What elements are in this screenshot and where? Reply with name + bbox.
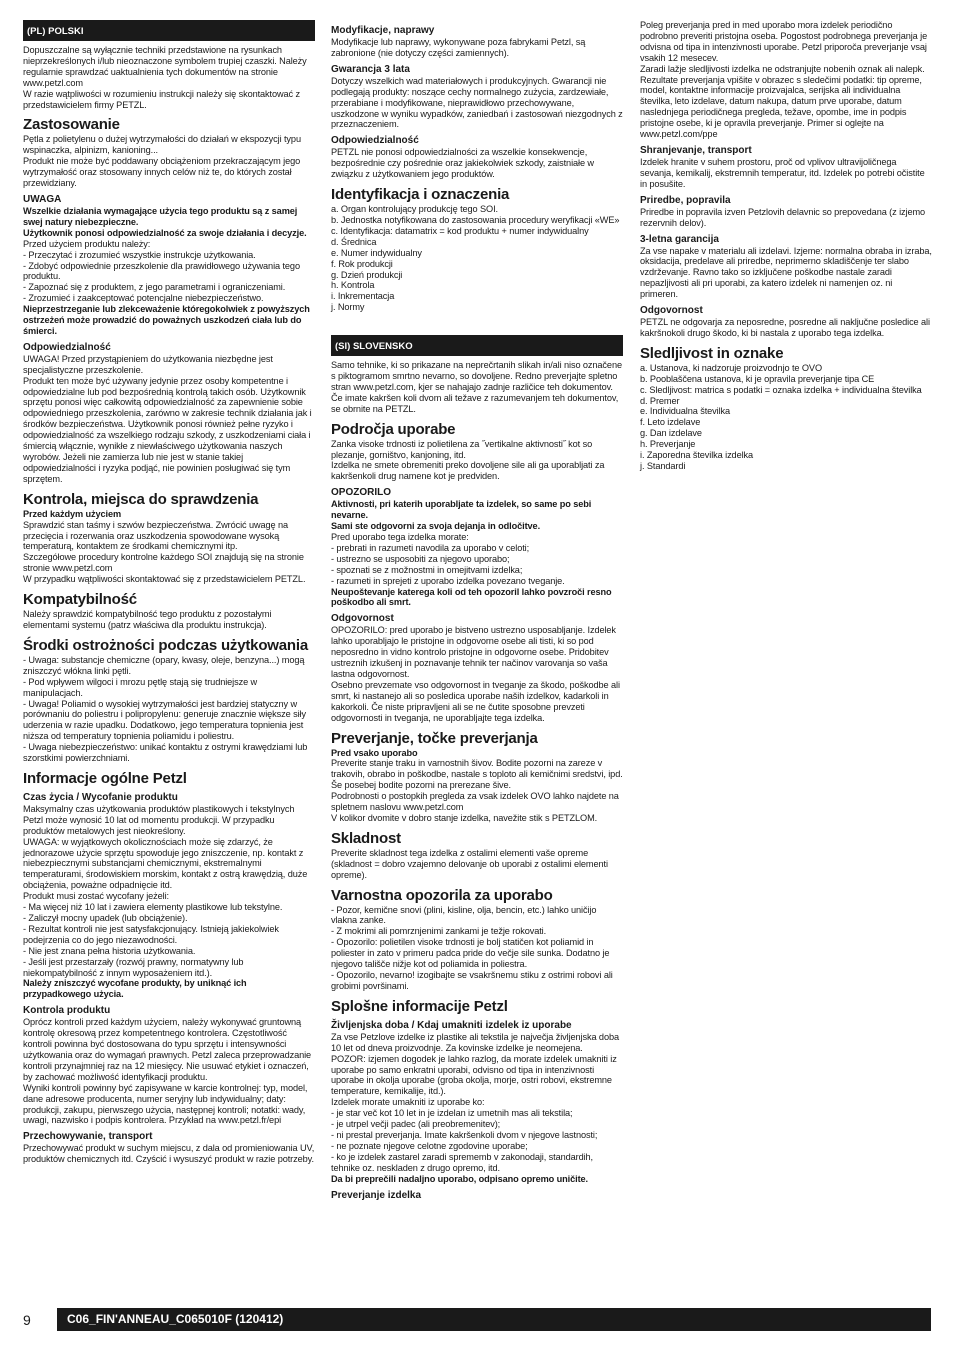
paragraph: j. Standardi xyxy=(640,461,686,471)
paragraph: Izdelek hranite v suhem prostoru, proč od vplivov ultravijoličnega sevanja, kemikalij, ekstremnih temperatur, itd. Izdelek po potrebi očistite in posušite. xyxy=(640,156,925,189)
paragraph: h. Kontrola xyxy=(331,280,375,291)
paragraph: Maksymalny czas użytkowania produktów plastikowych i tekstylnych Petzl może wynosić 10 lat od momentu produkcji. W przypadku produktów metalowych jest nieokreślony. xyxy=(23,803,295,836)
paragraph: Samo tehnike, ki so prikazane na neprečrtanih slikah in/ali niso označene s piktogramom smrtno nevarno, so dovoljene. Redno preverjajte spletno stran www.petzl.com, kjer se nahajajo zadnje različice teh dokumentov. xyxy=(331,360,622,392)
subheading: Modyfikacje, naprawy xyxy=(331,25,435,36)
paragraph: Przechowywać produkt w suchym miejscu, z dala od promieniowania UV, produktów chemicznych itd. Czyścić i wysuszyć produkt w razie potrzeby. xyxy=(23,1143,315,1165)
column-1 xyxy=(23,20,315,1165)
subheading: Odgovornost xyxy=(640,305,703,317)
subheading: Czas życia / Wycofanie produktu xyxy=(23,791,178,803)
paragraph: - je utrpel večji padec (ali preobremenitev); xyxy=(331,1119,501,1130)
subheading: OPOZORILO xyxy=(331,487,391,499)
subheading: UWAGA xyxy=(23,193,62,205)
paragraph: - Opozorilo, nevarno! izogibajte se vsakršnemu stiku z ostrimi robovi ali grobimi površinami. xyxy=(331,970,613,991)
paragraph: - je star več kot 10 let in je izdelan iz umetnih mas ali tekstila; xyxy=(331,1108,573,1119)
paragraph: - Zrozumieć i zaakceptować potencjalne niebezpieczeństwo. xyxy=(23,293,264,304)
bold-paragraph: Nieprzestrzeganie lub zlekceważenie któregokolwiek z powyższych ostrzeżeń może prowadzić do poważnych uszkodzeń ciała lub do śmierci. xyxy=(23,304,310,336)
page-footer xyxy=(23,1308,931,1331)
column-3 xyxy=(640,20,932,472)
paragraph: f. Leto izdelave xyxy=(640,417,701,428)
paragraph: h. Preverjanje xyxy=(640,439,696,450)
paragraph: Przed użyciem produktu należy: xyxy=(23,238,151,249)
paragraph: c. Identyfikacja: datamatrix = kod produktu + numer indywidualny xyxy=(331,225,589,236)
paragraph: j. Normy xyxy=(331,302,365,313)
paragraph: f. Rok produkcji xyxy=(331,258,393,269)
paragraph: Za vse napake v materialu ali izdelavi. Izjeme: normalna obraba in izraba, oksidacija, predelave ali priredbe, neprimerno skladiščenje ter slabo vzdrževanje. Ravno tako so izključene poškodbe nastale zaradi nepazljivosti ali pri uporabi, za katero izdelek ni namenjen oz. ni primeren. xyxy=(640,245,932,300)
bold-paragraph: Użytkownik ponosi odpowiedzialność za swoje działania i decyzje. xyxy=(23,227,307,238)
paragraph: Dopuszczalne są wyłącznie techniki przedstawione na rysunkach nieprzekreślonych i/lub nieoznaczone symbolem trupiej czaszki. Należy regularnie sprawdzać uaktualnienia tych dokumentów na stronie www.petzl.com xyxy=(23,45,307,88)
paragraph: - razumeti in sprejeti z uporabo izdelka povezano tveganje. xyxy=(331,575,565,586)
paragraph: Rezultate preverjanja vpišite v obrazec s sledečimi podatki: tip opreme, model, kontaktne informacije proizvajalca, serijska ali individualna številka, leto izdelave, datum nakupa, datum prve uporabe, datum naslednjega periodičnega pregleda, težave, opombe, ime in podpis pristojne osebe, ki je opravila preverjanje. Primer si oglejte na www.petzl.com/ppe xyxy=(640,74,922,140)
paragraph: POZOR: izjemen dogodek je lahko razlog, da morate izdelek umakniti iz uporabe po samo enkratni uporabi, odvisno od tipa in intenzivnosti uporabe in okolja uporabe (groba okolja, morje, ostri robovi, ekstremne temperature, kemikalije, itd.). xyxy=(331,1053,617,1097)
section-heading: Splošne informacije Petzl xyxy=(331,997,508,1015)
paragraph: Preverite stanje traku in varnostnih šivov. Bodite pozorni na zareze v trakovih, obrabo in poškodbe, nastale s toplotо ali kemičnimi sredstvi, ipd. Še posebej bodite pozorni na prerezane šive. xyxy=(331,758,623,791)
bold-paragraph: Neupoštevanje katerega koli od teh opozoril lahko povzroči resno poškodbo ali smrt. xyxy=(331,586,612,608)
bold-paragraph: Aktivnosti, pri katerih uporabljate ta izdelek, so same po sebi nevarne. xyxy=(331,499,592,521)
paragraph: Pred uporabo tega izdelka morate: xyxy=(331,532,469,542)
paragraph: - Nie jest znana pełna historia użytkowania. xyxy=(23,945,196,956)
paragraph: g. Dan izdelave xyxy=(640,428,702,439)
section-language-bar: (SI) SLOVENSKO xyxy=(331,335,623,356)
paragraph: - Opozorilo: polietilen visoke trdnosti je bolj statičen kot poliamid in poliester in zato v primeru padca pride do večje sile sunka. Dodatno je njegovo tališče nižje kot od poliamida in poliestra. xyxy=(331,937,610,970)
subheading: 3-letna garancija xyxy=(640,233,719,245)
subheading: Odpowiedzialność xyxy=(331,135,419,147)
bold-paragraph: Wszelkie działania wymagające użycia tego produktu są z samej swej natury niebezpieczne. xyxy=(23,205,298,227)
paragraph: W przypadku wątpliwości skontaktować się z przedstawicielem PETZL. xyxy=(23,574,306,585)
paragraph: Produkt musi zostać wycofany jeżeli: xyxy=(23,891,170,902)
paragraph: - Pod wpływem wilgoci i mrozu pętlę stają się trudniejsze w manipulacjach. xyxy=(23,676,258,698)
paragraph: - Rezultat kontroli nie jest satysfakcjonujący. Istnieją jakiekolwiek podejrzenia co do jego niezawodności. xyxy=(23,923,279,945)
paragraph: Pętla z polietylenu o dużej wytrzymałości do działań w ekspozycji typu wspinaczka, alpinizm, kanioning... xyxy=(23,134,301,156)
paragraph: PETZL ne odgovarja za neposredne, posredne ali naključne posledice ali kakršnokoli drugo škodo, ki bi nastala z uporabo tega izdelka. xyxy=(640,317,930,338)
paragraph: b. Pooblaščena ustanova, ki je opravila preverjanje tipa CE xyxy=(640,373,875,384)
paragraph: Wyniki kontroli powinny być zapisywane w karcie kontrolnej: typ, model, dane adresowe producenta, numer seryjny lub indywidualny; daty: produkcji, zakupu, pierwszego użycia, następnej kontroli; notatki: wady, uwagi, nazwisko i podpis kontrolera. Przykład na www.petzl.fr/epi xyxy=(23,1082,308,1126)
section-language-bar: (PL) POLSKI xyxy=(23,20,315,41)
subheading: Shranjevanje, transport xyxy=(640,144,752,156)
paragraph: - Zaliczył mocny upadek (lub obciążenie). xyxy=(23,913,188,923)
paragraph: UWAGA: w wyjątkowych okolicznościach może się zdarzyć, że jednorazowe użycie sprzętu spowoduje jego zniszczenie, np. kontakt z niebezpiecznymi substancjami chemicznymi, ekstremalnymi temperaturami, środowiskiem morskim, kontakt z ostrą krawędzią, duże obciążenia, poważne odpadnięcie itd. xyxy=(23,836,308,891)
section-heading: Varnostna opozorila za uporabo xyxy=(331,886,553,904)
document-code: C06_FIN'ANNEAU_C065010F (120412) xyxy=(57,1308,931,1331)
bold-paragraph: Należy zniszczyć wycofane produkty, by uniknąć ich przypadkowego użycia. xyxy=(23,978,247,1000)
subheading: Odpowiedzialność xyxy=(23,341,111,353)
paragraph: e. Numer indywidualny xyxy=(331,247,422,258)
section-heading: Zastosowanie xyxy=(23,116,120,134)
paragraph: Osebno prevzemate vso odgovornost in tveganje za škodo, poškodbe ali smrt, ki nastanejo ali so posledica uporabe naših izdelkov, kadarkoli in kakorkoli. Če niste pripravljeni ali se ne čutite sposobne prevzeti odgovornosti in tveganja, ne uporabljajte tega izdelka. xyxy=(331,679,620,723)
paragraph: UWAGA! Przed przystąpieniem do użytkowania niezbędne jest specjalistyczne przeszkolenie. xyxy=(23,353,273,375)
section-heading: Preverjanje, točke preverjanja xyxy=(331,729,538,747)
paragraph: - ne poznate njegove celotne zgodovine uporabe; xyxy=(331,1140,528,1151)
paragraph: g. Dzień produkcji xyxy=(331,269,403,280)
paragraph: Dotyczy wszelkich wad materiałowych i produkcyjnych. Gwarancji nie podlegają produkty: noszące cechy normalnego zużycia, zardzewiałe, przerabiane i modyfikowane, nieprawidłowo przechowywane, uszkodzone w wyniku wypadków, zaniedbań i zastosowań niezgodnych z przeznaczeniem. xyxy=(331,75,623,130)
paragraph: - Uwaga! Poliamid o wysokiej wytrzymałości jest bardziej statyczny w porównaniu do poliestru i polipropylenu: generuje znacznie większe siły uderzenia w razie upadku. Dodatkowo, jego temperatura topnienia jest niższa od temperatury topnienia poliamidu i poliestru. xyxy=(23,698,306,742)
paragraph: Produkt nie może być poddawany obciążeniom przekraczającym jego wytrzymałość oraz stosowany innych celów niż te, do których został przewidziany. xyxy=(23,156,301,189)
paragraph: i. Zaporedna številka izdelka xyxy=(640,450,754,461)
paragraph: - Zdobyć odpowiednie przeszkolenie dla prawidłowego używania tego produktu. xyxy=(23,260,300,282)
bold-paragraph: Sami ste odgovorni za svoja dejanja in odločitve. xyxy=(331,521,541,532)
paragraph: - ustrezno se usposobiti za njegovo uporabo; xyxy=(331,553,510,564)
paragraph: Szczegółowe procedury kontrolne każdego SOI znajdują się na stronie stronie www.petzl.com xyxy=(23,552,304,574)
paragraph: a. Organ kontrolujący produkcję tego SOI. xyxy=(331,204,498,215)
paragraph: Poleg preverjanja pred in med uporabo mora izdelek periodično podrobno preveriti pristojna oseba. Pogostost podrobnega preverjanja je odvisna od tipa in intenzivnosti uporabe. Petzl priporoča preverjanje vsaj vsakih 12 mesecev. xyxy=(640,20,928,63)
paragraph: Priredbe in popravila izven Petzlovih delavnic so prepovedana (z izjemo rezervnih delov). xyxy=(640,206,926,228)
section-heading: Informacje ogólne Petzl xyxy=(23,769,187,787)
section-heading: Środki ostrożności podczas użytkowania xyxy=(23,636,308,654)
section-heading: Sledljivost in oznake xyxy=(640,344,784,362)
paragraph: Oprócz kontroli przed każdym użyciem, należy wykonywać gruntowną kontrolę okresową przez kompetentnego kontrolera. Częstotliwość kontroli powinna być dostosowana do typu sprzętu i intensywności użytkowania oraz do wymagań prawnych. Petzl zaleca przeprowadzanie kontroli przynajmniej raz na 12 miesięcy. Nie usuwać etykiet i oznaczeń, by zachować możliwość identyfikacji produktu. xyxy=(23,1017,312,1082)
bold-paragraph: Przed każdym użyciem xyxy=(23,508,122,519)
bold-paragraph: Pred vsako uporabo xyxy=(331,747,418,758)
section-heading: Kontrola, miejsca do sprawdzenia xyxy=(23,490,259,508)
paragraph: Če imate kakršen koli dvom ali težave z razumevanjem teh dokumentov, se obrnite na PETZL. xyxy=(331,392,619,414)
paragraph: - Jeśli jest przestarzały (rozwój prawny, normatywny lub niekompatybilność z innym wyposażeniem itd.). xyxy=(23,956,244,978)
paragraph: Należy sprawdzić kompatybilność tego produktu z pozostałymi elementami systemu (patrz właściwa dla produktu instrukcja). xyxy=(23,609,272,630)
paragraph: i. Inkrementacja xyxy=(331,291,395,302)
paragraph: c. Sledljivost: matrica s podatki = oznaka izdelka + individualna številka xyxy=(640,384,922,395)
paragraph: - Ma więcej niż 10 lat i zawiera elementy plastikowe lub tekstylne. xyxy=(23,902,283,913)
paragraph: Modyfikacje lub naprawy, wykonywane poza fabrykami Petzl, są zabronione (nie dotyczy części zamiennych). xyxy=(331,37,586,58)
paragraph: Zanka visoke trdnosti iz polietilena za ˝vertikalne aktivnosti˝ kot so plezanje, gorništvo, kanjoning, itd. xyxy=(331,438,593,460)
section-heading: Identyfikacja i oznaczenia xyxy=(331,186,510,204)
subheading: Gwarancja 3 lata xyxy=(331,63,410,75)
paragraph: - spoznati se z možnostmi in omejitvami izdelka; xyxy=(331,564,523,575)
paragraph: - Z mokrimi ali pomrznjenimi zankami je težje rokovati. xyxy=(331,926,547,937)
paragraph: OPOZORILO: pred uporabo je bistveno ustrezno usposabljanje. Izdelek lahko uporabljajo le pristojne in odgovorne osebe ali tisti, ki so pod neposredno in vidno kontrolo pristojne in odgovorne osebe. Pridobitev ustreznih izkušenj in poznavanje tehnik ter načinov varovanja so vaša lastna odgovornost. xyxy=(331,625,616,679)
page-number: 9 xyxy=(23,1312,31,1328)
subheading: Kontrola produktu xyxy=(23,1005,111,1017)
paragraph: e. Individualna številka xyxy=(640,406,731,417)
paragraph: Sprawdzić stan taśmy i szwów bezpieczeństwa. Zwrócić uwagę na przecięcia i rozerwania oraz uszkodzenia spowodowane wysoką temperaturą, kontaktem ze środkami chemicznymi itp. xyxy=(23,519,289,552)
paragraph: - Przeczytać i zrozumieć wszystkie instrukcje użytkowania. xyxy=(23,249,256,260)
paragraph: Za vse Petzlove izdelke iz plastike ali tekstila je največja življenjska doba 10 let od dneva proizvodnje. Za kovinske izdelke je neomejena. xyxy=(331,1031,619,1053)
section-heading: Področja uporabe xyxy=(331,420,456,438)
paragraph: W razie wątpliwości w rozumieniu instrukcji należy się skontaktować z przedstawicielem firmy PETZL. xyxy=(23,88,300,110)
paragraph: a. Ustanova, ki nadzoruje proizvodnjo te OVO xyxy=(640,362,823,373)
subheading: Priredbe, popravila xyxy=(640,194,731,206)
subheading: Odgovornost xyxy=(331,613,394,625)
paragraph: Produkt ten może być używany jedynie przez osoby kompetentne i odpowiedzialne lub pod bezpośrednią kontrolą takich osób. Użytkownik sprzętu ponosi więc całkowitą odpowiedzialność za zapewnienie sobie odpowiedniego przeszkolenia, zarówno w zakresie technik działania jak i środków bezpieczeństwa. Użytkownik ponosi również pełne ryzyko i odpowiedzialność za wszelkiego rodzaju szkody, z uszkodzeniami ciała i śmiercią włącznie, wynikłe z niewłaściwego użytkowania naszych wyrobów. Jeżeli nie zamierza lub nie jest w stanie takiej odpowiedzialności i ryzyka podjąć, nie powinien posługiwać się tym sprzętem. xyxy=(23,375,312,484)
paragraph: Izdelka ne smete obremeniti preko dovoljene sile ali ga uporabljati za kakršenkoli drug namene kot je predviden. xyxy=(331,460,605,482)
paragraph: - Uwaga niebezpieczeństwo: unikać kontaktu z ostrymi krawędziami lub szorstkimi powierzchniami. xyxy=(23,742,308,764)
subheading: Preverjanje izdelka xyxy=(331,1189,422,1201)
paragraph: V kolikor dvomite v dobro stanje izdelka, navežite stik s PETZLOM. xyxy=(331,812,598,823)
paragraph: - Zapoznać się z produktem, z jego parametrami i ograniczeniami. xyxy=(23,282,286,293)
paragraph: - Uwaga: substancje chemiczne (opary, kwasy, oleje, benzyna...) mogą zniszczyć włókna linki pętli. xyxy=(23,654,305,676)
bold-paragraph: Da bi preprečili nadaljno uporabo, odpisano opremo uničite. xyxy=(331,1173,588,1184)
paragraph: d. Średnica xyxy=(331,236,377,247)
paragraph: Preverite skladnost tega izdelka z ostalimi elementi vaše opreme (skladnost = dobro vzajemno delovanje ob uporabi z ostalimi elementi opreme). xyxy=(331,847,608,880)
paragraph: - prebrati in razumeti navodila za uporabo v celoti; xyxy=(331,542,530,553)
paragraph: Zaradi lažje sledljivosti izdelka ne odstranjujte nobenih oznak ali nalepk. xyxy=(640,63,925,74)
column-2 xyxy=(331,20,623,1202)
subheading: Življenjska doba / Kdaj umakniti izdelek iz uporabe xyxy=(331,1019,572,1031)
section-heading: Skladnost xyxy=(331,829,401,847)
paragraph: PETZL nie ponosi odpowiedzialności za wszelkie konsekwencje, bezpośrednie czy pośrednie oraz jakiekolwiek szkody, zaistniałe w związku z użytkowaniem jego produktów. xyxy=(331,147,594,180)
paragraph: b. Jednostka notyfikowana do zastosowania procedury weryfikacji «WE» xyxy=(331,214,620,225)
paragraph: - ko je izdelek zastarel zaradi sprememb v zakonodaji, standardih, tehnike oz. neskladen z drugo opremo, itd. xyxy=(331,1151,594,1173)
paragraph: Izdelek morate umakniti iz uporabe ko: xyxy=(331,1097,485,1108)
section-heading: Kompatybilność xyxy=(23,591,137,609)
paragraph: d. Premer xyxy=(640,395,680,406)
subheading: Przechowywanie, transport xyxy=(23,1131,153,1143)
paragraph: Podrobnosti o postopkih pregleda za vsak izdelek OVO lahko najdete na spletnem naslovu www.petzl.com xyxy=(331,791,619,813)
paragraph: - ni prestal preverjanja. Imate kakršenkoli dvom v njegove lastnosti; xyxy=(331,1129,598,1140)
paragraph: - Pozor, kemične snovi (plini, kisline, olja, bencin, etc.) lahko uničijo vlakna zanke. xyxy=(331,904,597,926)
